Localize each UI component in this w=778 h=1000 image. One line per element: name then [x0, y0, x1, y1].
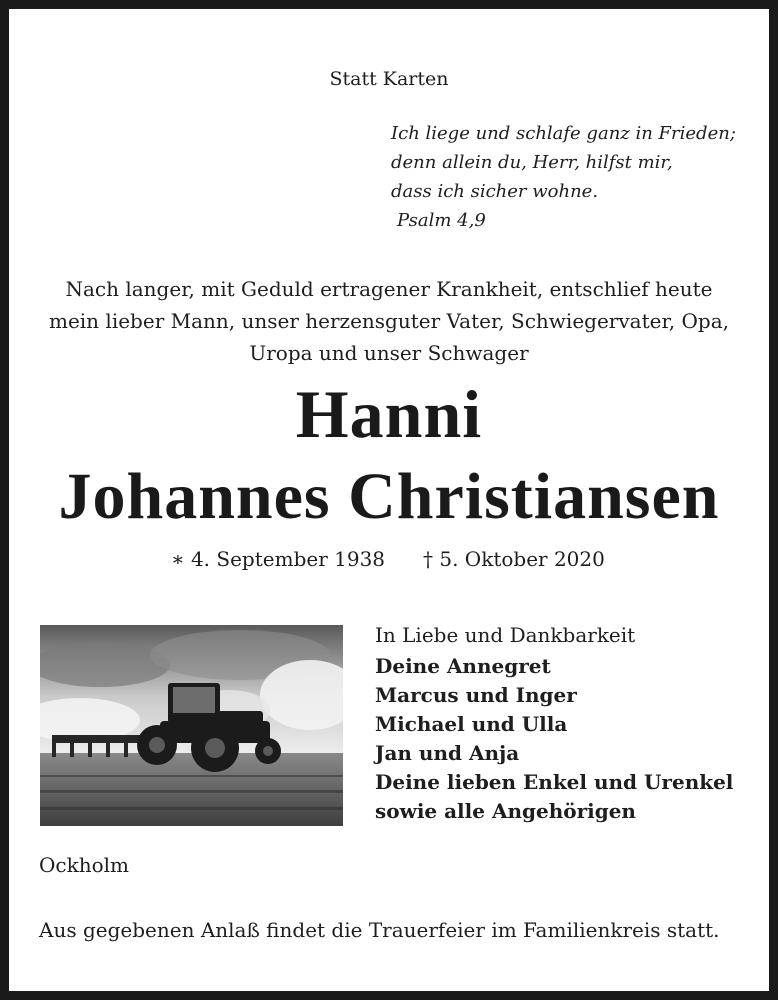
intro-line: Nach langer, mit Geduld ertragener Krankheit, entschlief heute	[65, 277, 713, 301]
verse-line: denn allein du, Herr, hilfst mir,	[391, 152, 673, 173]
intro-line: Uropa und unser Schwager	[249, 341, 529, 365]
mourner-name: sowie alle Angehörigen	[375, 799, 636, 823]
intro-line: mein lieber Mann, unser herzensguter Vater, Schwiegervater, Opa,	[48, 309, 730, 333]
verse-line: dass ich sicher wohne.	[391, 181, 599, 202]
deceased-first-name: Hanni	[295, 376, 483, 452]
verse-reference: Psalm 4,9	[397, 210, 486, 231]
intro-text	[9, 273, 769, 369]
mourner-name: Deine Annegret	[375, 654, 551, 678]
mourners-heading: In Liebe und Dankbarkeit	[375, 623, 636, 647]
bible-verse	[391, 119, 736, 235]
funeral-notice: Aus gegebenen Anlaß findet die Trauerfeier im Familienkreis statt.	[39, 918, 720, 942]
mourner-name: Deine lieben Enkel und Urenkel	[375, 770, 734, 794]
death-date: † 5. Oktober 2020	[423, 547, 605, 571]
mourner-name: Jan und Anja	[375, 741, 520, 765]
mourner-name: Marcus und Inger	[375, 683, 577, 707]
mourners-list	[375, 621, 733, 826]
mourner-name: Michael und Ulla	[375, 712, 568, 736]
place-name: Ockholm	[39, 853, 129, 877]
deceased-full-name: Johannes Christiansen	[58, 460, 720, 533]
birth-date: ∗ 4. September 1938	[171, 547, 386, 571]
verse-line: Ich liege und schlafe ganz in Frieden;	[391, 123, 736, 144]
tractor-photo	[40, 625, 343, 826]
obituary-notice	[9, 9, 769, 991]
header-text: Statt Karten	[329, 68, 449, 90]
